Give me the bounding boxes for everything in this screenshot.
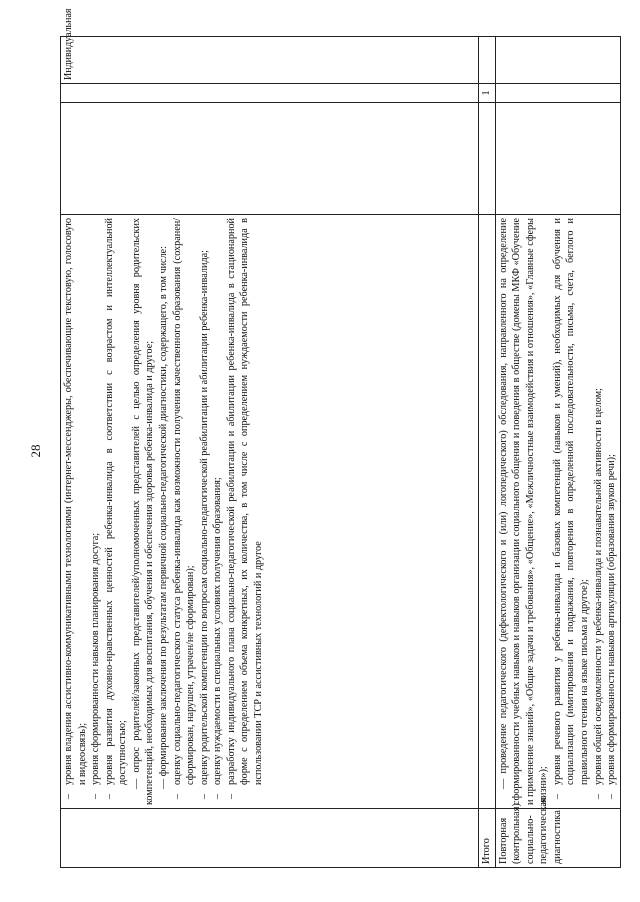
- list-item: – оценку нуждаемости в специальных условиях получения образования;: [211, 218, 225, 805]
- paragraph: — формирование заключения по результатам первичной социально-педагогической диагностики, содержащего, в том числе:: [157, 245, 169, 789]
- table-cell-empty: [61, 809, 479, 868]
- bullet-list-b: [171, 218, 266, 805]
- bullet-list-a: [62, 218, 130, 805]
- list-item: – оценку родительской компетенции по вопросам социально-педагогической реабилитации и абилитации ребенка-инвалида;: [198, 218, 212, 805]
- table-cell-empty: [495, 37, 620, 84]
- list-item: – уровня развития духовно-нравственных ценностей ребенка-инвалида в соответствии с возрастом и интеллектуальной доступностью;: [103, 218, 130, 805]
- paragraph: — проведение педагогического (дефектологического и (или) логопедического) обследования, направленного на определение сформированности учебных навыков и навыков организации социального общения и поведения в обществе (домены МКФ «Обучение и применение знаний», «Общие задачи и требования», «Общение», «Межличностные взаимодействия и отношения», «Главные сферы жизни»);: [497, 218, 550, 805]
- table-row: [61, 37, 479, 868]
- table-cell-description: [495, 215, 620, 809]
- table-cell-empty: [479, 103, 496, 215]
- service-table: [60, 8, 621, 868]
- list-item: – оценку социально-педагогического статуса ребенка-инвалида как возможности получения качественного образования (сохранен/сформирован, нарушен, утрачен/не сформирован);: [171, 218, 198, 805]
- list-item: – уровня речевого развития у ребенка-инвалида и базовых компетенций (навыков и умений), необходимых для обучения и социализации (имитирования и подражания, повторения в определенной последовательности, письма, счета, беглого и правильного чтения на языке письма и другое);: [551, 218, 592, 805]
- list-item: – уровня сформированности навыков артикуляции (образования звуков речи);: [605, 218, 619, 805]
- table-cell-form: Индивидуальная: [61, 37, 479, 84]
- row-label: Повторная (контрольная) социально-педагогическая диагностика: [495, 809, 620, 868]
- table-cell-empty: [495, 84, 620, 103]
- bullet-list-c: [551, 218, 619, 805]
- list-item: – разработку индивидуального плана социально-педагогической реабилитации и абилитации ребенка-инвалида в стационарной форме с определением объема конкретных, их количества, в том числе с определением нуждаемости ребенка-инвалида в использовании ТСР и ассистивных технологий и другое: [225, 218, 266, 805]
- list-item: – уровня сформированности навыков планирования досуга;: [89, 218, 103, 805]
- total-label: Итого: [479, 809, 496, 868]
- rotated-table-wrapper: [60, 8, 618, 868]
- paragraph: — опрос родителей/законных представителей/уполномоченных представителей с целью определения уровня родительских компетенций, необходимых для воспитания, обучения и обеспечения здоровья ребенка-инвалида и другое;: [130, 218, 156, 805]
- list-item: – уровня общей осведомленности у ребенка-инвалида и познавательной активности в целом;: [592, 218, 606, 805]
- table-row-total: [479, 37, 496, 868]
- table-cell-empty: [61, 84, 479, 103]
- table-cell-empty: [495, 103, 620, 215]
- table-cell-empty: [479, 215, 496, 809]
- total-value: 1: [479, 84, 496, 103]
- table-row: [495, 37, 620, 868]
- table-cell-empty: [61, 103, 479, 215]
- table-cell-description: [61, 215, 479, 809]
- table-cell-empty: [479, 37, 496, 84]
- list-item: – уровня владения ассистивно-коммуникативными технологиями (интернет-мессенджеры, обеспечивающие текстовую, голосовую и видеосвязь);: [62, 218, 89, 805]
- page-number-text: 28: [28, 444, 43, 458]
